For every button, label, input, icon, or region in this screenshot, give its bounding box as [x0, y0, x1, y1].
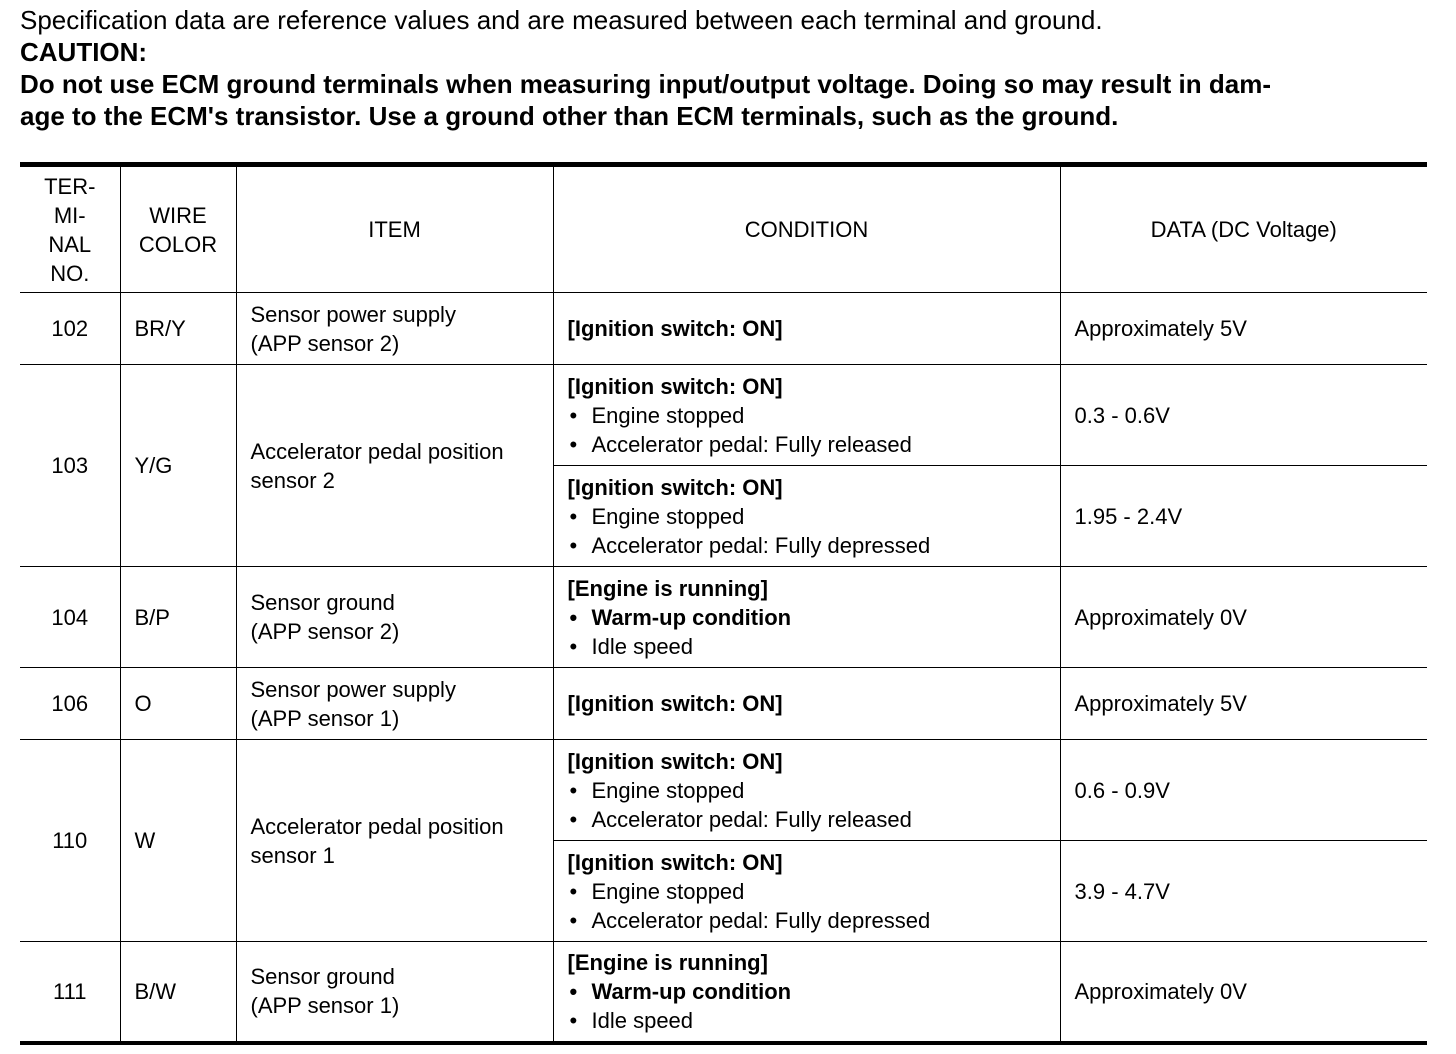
item-cell: Sensor ground (APP sensor 2): [236, 567, 553, 668]
data-cell: Approximately 5V: [1060, 668, 1427, 740]
header-terminal: TER- MI- NAL NO.: [20, 165, 120, 293]
condition-cell: [Engine is running] • Warm-up condition • Idle speed: [553, 567, 1060, 668]
table-row: [20, 293, 1427, 365]
item-cell: Sensor ground (APP sensor 1): [236, 942, 553, 1043]
table-row: [20, 668, 1427, 740]
terminal-number: 103: [20, 365, 120, 567]
condition-cell: [Ignition switch: ON]: [553, 293, 1060, 365]
data-cell: 0.3 - 0.6V: [1060, 365, 1427, 466]
terminal-number: 102: [20, 293, 120, 365]
item-cell: Sensor power supply (APP sensor 1): [236, 668, 553, 740]
spec-note: Specification data are reference values and are measured between each terminal and ground.: [20, 5, 1103, 35]
condition-cell: [Ignition switch: ON] • Engine stopped • Accelerator pedal: Fully depressed: [553, 466, 1060, 567]
condition-cell: [Engine is running] • Warm-up condition • Idle speed: [553, 942, 1060, 1043]
condition-cell: [Ignition switch: ON] • Engine stopped • Accelerator pedal: Fully depressed: [553, 841, 1060, 942]
table-row: [20, 365, 1427, 466]
terminal-number: 106: [20, 668, 120, 740]
data-cell: 3.9 - 4.7V: [1060, 841, 1427, 942]
header-wire-color: WIRE COLOR: [120, 165, 236, 293]
header-condition: CONDITION: [553, 165, 1060, 293]
data-cell: Approximately 5V: [1060, 293, 1427, 365]
caution-label: CAUTION:: [20, 37, 148, 67]
wire-color: W: [120, 740, 236, 942]
condition-cell: [Ignition switch: ON] • Engine stopped • Accelerator pedal: Fully released: [553, 740, 1060, 841]
table-row: [20, 567, 1427, 668]
item-cell: Accelerator pedal position sensor 1: [236, 740, 553, 942]
terminal-number: 110: [20, 740, 120, 942]
wire-color: B/P: [120, 567, 236, 668]
condition-cell: [Ignition switch: ON]: [553, 668, 1060, 740]
data-cell: Approximately 0V: [1060, 567, 1427, 668]
intro-text: [20, 4, 1440, 132]
wire-color: BR/Y: [120, 293, 236, 365]
table-row: [20, 942, 1427, 1043]
terminal-spec-table: [20, 162, 1427, 1045]
header-item: ITEM: [236, 165, 553, 293]
data-cell: 1.95 - 2.4V: [1060, 466, 1427, 567]
header-data: DATA (DC Voltage): [1060, 165, 1427, 293]
table-header-row: [20, 165, 1427, 293]
terminal-number: 111: [20, 942, 120, 1043]
terminal-number: 104: [20, 567, 120, 668]
data-cell: 0.6 - 0.9V: [1060, 740, 1427, 841]
caution-text-line1: Do not use ECM ground terminals when measuring input/output voltage. Doing so may result in dam-: [20, 69, 1271, 99]
wire-color: Y/G: [120, 365, 236, 567]
caution-text-line2: age to the ECM's transistor. Use a ground other than ECM terminals, such as the ground.: [20, 101, 1119, 131]
wire-color: B/W: [120, 942, 236, 1043]
wire-color: O: [120, 668, 236, 740]
item-cell: Accelerator pedal position sensor 2: [236, 365, 553, 567]
condition-cell: [Ignition switch: ON] • Engine stopped • Accelerator pedal: Fully released: [553, 365, 1060, 466]
item-cell: Sensor power supply (APP sensor 2): [236, 293, 553, 365]
table-row: [20, 740, 1427, 841]
data-cell: Approximately 0V: [1060, 942, 1427, 1043]
